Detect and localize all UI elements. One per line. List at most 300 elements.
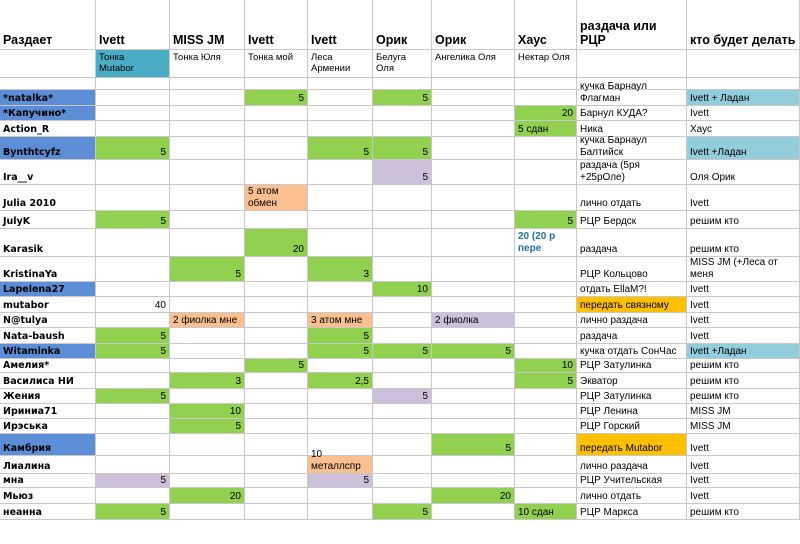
- row-18-miss-jm[interactable]: [170, 404, 245, 419]
- row-22-ivett-3[interactable]: [308, 474, 373, 488]
- row-18-ivett-1[interactable]: [96, 404, 170, 419]
- cell-text: Леса Армении: [311, 52, 351, 74]
- row-5-ivett-2[interactable]: [245, 160, 308, 185]
- row-7-giver[interactable]: [0, 211, 96, 229]
- row-24-ivett-2[interactable]: [245, 504, 308, 520]
- row-15-ivett-3[interactable]: [308, 359, 373, 373]
- cell-text: 5 сдан: [518, 124, 549, 135]
- cell-text: *natalka*: [3, 93, 54, 104]
- row-16-distribution[interactable]: [577, 373, 687, 389]
- row-14-ivett-1[interactable]: [96, 344, 170, 359]
- blank-cell[interactable]: [373, 78, 432, 90]
- row-22-orik-2[interactable]: [432, 474, 515, 488]
- row-15-miss-jm[interactable]: [170, 359, 245, 373]
- row-5-giver[interactable]: [0, 160, 96, 185]
- row-1-ivett-1[interactable]: [96, 90, 170, 106]
- header-who-does[interactable]: [687, 0, 800, 50]
- row-24-distribution[interactable]: [577, 504, 687, 520]
- row-16-orik-2[interactable]: [432, 373, 515, 389]
- row-11-haus[interactable]: [515, 297, 577, 313]
- row-2-ivett-3[interactable]: [308, 106, 373, 121]
- row-23-miss-jm[interactable]: [170, 488, 245, 504]
- row-8-distribution[interactable]: [577, 229, 687, 257]
- row-13-who-does[interactable]: [687, 328, 800, 344]
- row-21-miss-jm[interactable]: [170, 456, 245, 474]
- row-22-giver[interactable]: [0, 474, 96, 488]
- row-9-haus[interactable]: [515, 257, 577, 282]
- row-22-orik-1[interactable]: [373, 474, 432, 488]
- header-distribution[interactable]: [577, 0, 687, 50]
- cell-text: передать связному: [580, 300, 669, 311]
- row-17-who-does[interactable]: [687, 389, 800, 404]
- row-12-who-does[interactable]: [687, 313, 800, 328]
- row-2-ivett-2[interactable]: [245, 106, 308, 121]
- row-20-who-does[interactable]: [687, 434, 800, 456]
- subheader-orik-1[interactable]: [373, 50, 432, 78]
- row-12-ivett-2[interactable]: [245, 313, 308, 328]
- row-3-ivett-1[interactable]: [96, 121, 170, 137]
- row-5-ivett-3[interactable]: [308, 160, 373, 185]
- row-15-haus[interactable]: [515, 359, 577, 373]
- blank-cell[interactable]: [245, 78, 308, 90]
- row-19-miss-jm[interactable]: [170, 419, 245, 434]
- row-9-giver[interactable]: [0, 257, 96, 282]
- row-3-ivett-3[interactable]: [308, 121, 373, 137]
- row-16-giver[interactable]: [0, 373, 96, 389]
- row-4-orik-1[interactable]: [373, 137, 432, 160]
- row-3-miss-jm[interactable]: [170, 121, 245, 137]
- row-14-orik-2[interactable]: [432, 344, 515, 359]
- cell-text: Тонка Mutabor: [99, 52, 134, 74]
- row-20-distribution[interactable]: [577, 434, 687, 456]
- row-7-who-does[interactable]: [687, 211, 800, 229]
- row-21-giver[interactable]: [0, 456, 96, 474]
- cell-text: РЦР Ленина: [580, 406, 638, 417]
- row-20-orik-2[interactable]: [432, 434, 515, 456]
- row-9-ivett-2[interactable]: [245, 257, 308, 282]
- row-6-ivett-3[interactable]: [308, 185, 373, 211]
- header-miss-jm[interactable]: [170, 0, 245, 50]
- row-2-giver[interactable]: [0, 106, 96, 121]
- row-4-haus[interactable]: [515, 137, 577, 160]
- cell-text: РЦР Затулинка: [580, 391, 652, 402]
- row-12-orik-1[interactable]: [373, 313, 432, 328]
- row-22-miss-jm[interactable]: [170, 474, 245, 488]
- row-23-ivett-2[interactable]: [245, 488, 308, 504]
- row-7-haus[interactable]: [515, 211, 577, 229]
- row-22-haus[interactable]: [515, 474, 577, 488]
- row-9-distribution[interactable]: [577, 257, 687, 282]
- row-19-distribution[interactable]: [577, 419, 687, 434]
- cell-text: кучка Барнаул Балтийск: [580, 135, 647, 158]
- subheader-miss-jm[interactable]: [170, 50, 245, 78]
- row-11-miss-jm[interactable]: [170, 297, 245, 313]
- row-23-orik-2[interactable]: [432, 488, 515, 504]
- row-24-giver[interactable]: [0, 504, 96, 520]
- row-20-miss-jm[interactable]: [170, 434, 245, 456]
- blank-cell[interactable]: [170, 78, 245, 90]
- row-5-orik-1[interactable]: [373, 160, 432, 185]
- row-23-haus[interactable]: [515, 488, 577, 504]
- row-10-ivett-2[interactable]: [245, 282, 308, 297]
- row-16-orik-1[interactable]: [373, 373, 432, 389]
- row-9-orik-1[interactable]: [373, 257, 432, 282]
- row-18-orik-2[interactable]: [432, 404, 515, 419]
- row-23-distribution[interactable]: [577, 488, 687, 504]
- row-4-who-does[interactable]: [687, 137, 800, 160]
- row-12-distribution[interactable]: [577, 313, 687, 328]
- row-19-giver[interactable]: [0, 419, 96, 434]
- row-6-ivett-2[interactable]: [245, 185, 308, 211]
- row-1-orik-2[interactable]: [432, 90, 515, 106]
- cell-text: 5: [567, 216, 573, 227]
- row-7-ivett-1[interactable]: [96, 211, 170, 229]
- row-11-distribution[interactable]: [577, 297, 687, 313]
- row-18-who-does[interactable]: [687, 404, 800, 419]
- subheader-who-does[interactable]: [687, 50, 800, 78]
- row-15-orik-2[interactable]: [432, 359, 515, 373]
- row-15-ivett-1[interactable]: [96, 359, 170, 373]
- cell-text: неанна: [3, 507, 42, 518]
- row-24-who-does[interactable]: [687, 504, 800, 520]
- row-1-distribution[interactable]: [577, 81, 687, 106]
- cell-text: 10: [416, 284, 428, 295]
- cell-text: KristinaYa: [3, 269, 58, 280]
- subheader-ivett-2[interactable]: [245, 50, 308, 78]
- row-10-miss-jm[interactable]: [170, 282, 245, 297]
- row-18-distribution[interactable]: [577, 404, 687, 419]
- row-20-ivett-1[interactable]: [96, 434, 170, 456]
- row-10-ivett-3[interactable]: [308, 282, 373, 297]
- row-19-orik-2[interactable]: [432, 419, 515, 434]
- row-23-giver[interactable]: [0, 488, 96, 504]
- row-11-ivett-3[interactable]: [308, 297, 373, 313]
- row-13-ivett-3[interactable]: [308, 328, 373, 344]
- row-11-ivett-2[interactable]: [245, 297, 308, 313]
- blank-cell[interactable]: [308, 78, 373, 90]
- cell-text: 10: [561, 360, 573, 371]
- row-5-miss-jm[interactable]: [170, 160, 245, 185]
- row-17-giver[interactable]: [0, 389, 96, 404]
- row-13-distribution[interactable]: [577, 328, 687, 344]
- row-4-distribution[interactable]: [577, 137, 687, 160]
- cell-text: РЦР Кольцово: [580, 269, 648, 280]
- header-ivett-2[interactable]: [245, 0, 308, 50]
- row-10-who-does[interactable]: [687, 282, 800, 297]
- row-1-ivett-3[interactable]: [308, 90, 373, 106]
- blank-cell[interactable]: [432, 78, 515, 90]
- row-18-haus[interactable]: [515, 404, 577, 419]
- row-20-orik-1[interactable]: [373, 434, 432, 456]
- row-4-ivett-2[interactable]: [245, 137, 308, 160]
- cell-text: Тонка мой: [248, 52, 293, 63]
- row-14-miss-jm[interactable]: [170, 344, 245, 359]
- row-12-orik-2[interactable]: [432, 313, 515, 328]
- row-4-orik-2[interactable]: [432, 137, 515, 160]
- row-6-distribution[interactable]: [577, 185, 687, 211]
- row-6-orik-2[interactable]: [432, 185, 515, 211]
- subheader-giver[interactable]: [0, 50, 96, 78]
- subheader-ivett-3[interactable]: [308, 50, 373, 78]
- row-1-haus[interactable]: [515, 90, 577, 106]
- row-17-haus[interactable]: [515, 389, 577, 404]
- row-1-orik-1[interactable]: [373, 90, 432, 106]
- row-5-distribution[interactable]: [577, 160, 687, 185]
- row-14-giver[interactable]: [0, 344, 96, 359]
- row-17-distribution[interactable]: [577, 389, 687, 404]
- row-2-miss-jm[interactable]: [170, 106, 245, 121]
- cell-text: Ivett: [99, 33, 125, 47]
- row-13-giver[interactable]: [0, 328, 96, 344]
- row-12-ivett-3[interactable]: [308, 313, 373, 328]
- row-13-ivett-1[interactable]: [96, 328, 170, 344]
- subheader-distribution[interactable]: [577, 50, 687, 78]
- row-10-orik-1[interactable]: [373, 282, 432, 297]
- row-7-distribution[interactable]: [577, 211, 687, 229]
- row-19-who-does[interactable]: [687, 419, 800, 434]
- cell-text: Раздает: [3, 33, 53, 47]
- cell-text: 5: [363, 147, 369, 158]
- row-11-orik-2[interactable]: [432, 297, 515, 313]
- row-21-orik-1[interactable]: [373, 456, 432, 474]
- row-17-orik-1[interactable]: [373, 389, 432, 404]
- row-2-orik-1[interactable]: [373, 106, 432, 121]
- row-8-ivett-2[interactable]: [245, 229, 308, 257]
- row-19-ivett-1[interactable]: [96, 419, 170, 434]
- cell-text: Ivett + Ладан: [690, 93, 750, 104]
- row-24-orik-1[interactable]: [373, 504, 432, 520]
- row-7-ivett-2[interactable]: [245, 211, 308, 229]
- row-10-ivett-1[interactable]: [96, 282, 170, 297]
- row-3-giver[interactable]: [0, 121, 96, 137]
- row-13-miss-jm[interactable]: [170, 328, 245, 344]
- row-24-ivett-1[interactable]: [96, 504, 170, 520]
- row-7-miss-jm[interactable]: [170, 211, 245, 229]
- row-18-orik-1[interactable]: [373, 404, 432, 419]
- row-14-distribution[interactable]: [577, 344, 687, 359]
- row-21-ivett-2[interactable]: [245, 456, 308, 474]
- row-6-ivett-1[interactable]: [96, 185, 170, 211]
- row-16-haus[interactable]: [515, 373, 577, 389]
- cell-text: 10 металлспр: [311, 449, 361, 472]
- row-17-orik-2[interactable]: [432, 389, 515, 404]
- cell-text: Lapelena27: [3, 284, 65, 295]
- row-16-ivett-2[interactable]: [245, 373, 308, 389]
- row-9-ivett-3[interactable]: [308, 257, 373, 282]
- row-15-who-does[interactable]: [687, 359, 800, 373]
- header-ivett-3[interactable]: [308, 0, 373, 50]
- row-24-miss-jm[interactable]: [170, 504, 245, 520]
- row-20-haus[interactable]: [515, 434, 577, 456]
- row-17-ivett-2[interactable]: [245, 389, 308, 404]
- cell-text: кучка Барнаул Флагман: [580, 81, 647, 104]
- row-11-who-does[interactable]: [687, 297, 800, 313]
- row-10-giver[interactable]: [0, 282, 96, 297]
- row-17-ivett-1[interactable]: [96, 389, 170, 404]
- row-6-miss-jm[interactable]: [170, 185, 245, 211]
- row-19-ivett-2[interactable]: [245, 419, 308, 434]
- row-23-who-does[interactable]: [687, 488, 800, 504]
- cell-text: Барнул КУДА?: [580, 108, 648, 119]
- row-24-ivett-3[interactable]: [308, 504, 373, 520]
- row-2-haus[interactable]: [515, 106, 577, 121]
- row-4-ivett-1[interactable]: [96, 137, 170, 160]
- row-16-ivett-1[interactable]: [96, 373, 170, 389]
- row-5-ivett-1[interactable]: [96, 160, 170, 185]
- row-3-orik-2[interactable]: [432, 121, 515, 137]
- cell-text: 3: [363, 269, 369, 280]
- row-18-giver[interactable]: [0, 404, 96, 419]
- header-haus[interactable]: [515, 0, 577, 50]
- row-6-haus[interactable]: [515, 185, 577, 211]
- row-5-haus[interactable]: [515, 160, 577, 185]
- row-3-ivett-2[interactable]: [245, 121, 308, 137]
- row-19-haus[interactable]: [515, 419, 577, 434]
- row-5-orik-2[interactable]: [432, 160, 515, 185]
- row-10-orik-2[interactable]: [432, 282, 515, 297]
- row-14-ivett-3[interactable]: [308, 344, 373, 359]
- row-8-ivett-3[interactable]: [308, 229, 373, 257]
- row-5-who-does[interactable]: [687, 160, 800, 185]
- row-21-ivett-1[interactable]: [96, 456, 170, 474]
- row-20-ivett-2[interactable]: [245, 434, 308, 456]
- cell-text: 2,5: [355, 376, 369, 387]
- row-18-ivett-3[interactable]: [308, 404, 373, 419]
- row-12-haus[interactable]: [515, 313, 577, 328]
- header-giver[interactable]: [0, 0, 96, 50]
- row-4-miss-jm[interactable]: [170, 137, 245, 160]
- row-8-orik-1[interactable]: [373, 229, 432, 257]
- row-9-who-does[interactable]: [687, 257, 800, 282]
- row-7-ivett-3[interactable]: [308, 211, 373, 229]
- row-2-distribution[interactable]: [577, 106, 687, 121]
- row-22-ivett-1[interactable]: [96, 474, 170, 488]
- row-11-ivett-1[interactable]: [96, 297, 170, 313]
- row-1-who-does[interactable]: [687, 90, 800, 106]
- row-8-who-does[interactable]: [687, 229, 800, 257]
- row-15-ivett-2[interactable]: [245, 359, 308, 373]
- row-3-who-does[interactable]: [687, 121, 800, 137]
- row-12-ivett-1[interactable]: [96, 313, 170, 328]
- row-22-who-does[interactable]: [687, 474, 800, 488]
- row-21-who-does[interactable]: [687, 456, 800, 474]
- row-16-miss-jm[interactable]: [170, 373, 245, 389]
- cell-text: Witaminka: [3, 346, 61, 357]
- row-2-who-does[interactable]: [687, 106, 800, 121]
- row-20-giver[interactable]: [0, 434, 96, 456]
- row-1-giver[interactable]: [0, 90, 96, 106]
- row-16-ivett-3[interactable]: [308, 373, 373, 389]
- row-12-miss-jm[interactable]: [170, 313, 245, 328]
- row-14-who-does[interactable]: [687, 344, 800, 359]
- cell-text: РЦР Бердск: [580, 216, 637, 227]
- subheader-orik-2[interactable]: [432, 50, 515, 78]
- row-15-giver[interactable]: [0, 359, 96, 373]
- row-24-orik-2[interactable]: [432, 504, 515, 520]
- cell-text: 5: [298, 93, 304, 104]
- row-21-distribution[interactable]: [577, 456, 687, 474]
- row-6-giver[interactable]: [0, 185, 96, 211]
- row-18-ivett-2[interactable]: [245, 404, 308, 419]
- row-22-distribution[interactable]: [577, 474, 687, 488]
- row-23-orik-1[interactable]: [373, 488, 432, 504]
- row-17-ivett-3[interactable]: [308, 389, 373, 404]
- cell-text: 20 (20 р пере: [518, 231, 556, 254]
- subheader-ivett-1[interactable]: [96, 50, 170, 78]
- row-13-ivett-2[interactable]: [245, 328, 308, 344]
- row-7-orik-2[interactable]: [432, 211, 515, 229]
- row-14-ivett-2[interactable]: [245, 344, 308, 359]
- row-13-orik-2[interactable]: [432, 328, 515, 344]
- row-19-ivett-3[interactable]: [308, 419, 373, 434]
- row-13-orik-1[interactable]: [373, 328, 432, 344]
- row-1-ivett-2[interactable]: [245, 90, 308, 106]
- header-orik-2[interactable]: [432, 0, 515, 50]
- row-6-orik-1[interactable]: [373, 185, 432, 211]
- blank-cell[interactable]: [96, 78, 170, 90]
- row-12-giver[interactable]: [0, 313, 96, 328]
- row-2-orik-2[interactable]: [432, 106, 515, 121]
- row-6-who-does[interactable]: [687, 185, 800, 211]
- row-11-orik-1[interactable]: [373, 297, 432, 313]
- row-15-distribution[interactable]: [577, 359, 687, 373]
- row-8-haus[interactable]: [515, 229, 577, 257]
- row-9-ivett-1[interactable]: [96, 257, 170, 282]
- row-10-haus[interactable]: [515, 282, 577, 297]
- row-13-haus[interactable]: [515, 328, 577, 344]
- row-11-giver[interactable]: [0, 297, 96, 313]
- cell-text: 5: [160, 475, 166, 486]
- row-8-giver[interactable]: [0, 229, 96, 257]
- row-15-orik-1[interactable]: [373, 359, 432, 373]
- row-19-orik-1[interactable]: [373, 419, 432, 434]
- header-orik-1[interactable]: [373, 0, 432, 50]
- row-21-ivett-3[interactable]: [308, 449, 373, 474]
- row-21-orik-2[interactable]: [432, 456, 515, 474]
- subheader-haus[interactable]: [515, 50, 577, 78]
- row-1-miss-jm[interactable]: [170, 90, 245, 106]
- row-7-orik-1[interactable]: [373, 211, 432, 229]
- blank-cell[interactable]: [515, 78, 577, 90]
- row-9-orik-2[interactable]: [432, 257, 515, 282]
- row-4-giver[interactable]: [0, 137, 96, 160]
- row-16-who-does[interactable]: [687, 373, 800, 389]
- row-8-miss-jm[interactable]: [170, 229, 245, 257]
- blank-cell[interactable]: [687, 78, 800, 90]
- row-8-ivett-1[interactable]: [96, 229, 170, 257]
- row-23-ivett-1[interactable]: [96, 488, 170, 504]
- cell-text: передать Mutabor: [580, 443, 663, 454]
- row-4-ivett-3[interactable]: [308, 137, 373, 160]
- row-8-orik-2[interactable]: [432, 229, 515, 257]
- row-21-haus[interactable]: [515, 456, 577, 474]
- row-22-ivett-2[interactable]: [245, 474, 308, 488]
- blank-cell[interactable]: [0, 78, 96, 90]
- row-10-distribution[interactable]: [577, 282, 687, 297]
- row-14-orik-1[interactable]: [373, 344, 432, 359]
- row-14-haus[interactable]: [515, 344, 577, 359]
- row-3-haus[interactable]: [515, 121, 577, 137]
- row-17-miss-jm[interactable]: [170, 389, 245, 404]
- header-ivett-1[interactable]: [96, 0, 170, 50]
- row-2-ivett-1[interactable]: [96, 106, 170, 121]
- row-9-miss-jm[interactable]: [170, 257, 245, 282]
- row-24-haus[interactable]: [515, 504, 577, 520]
- cell-text: Ivett: [690, 443, 709, 454]
- cell-text: Action_R: [3, 124, 50, 135]
- row-3-orik-1[interactable]: [373, 121, 432, 137]
- row-23-ivett-3[interactable]: [308, 488, 373, 504]
